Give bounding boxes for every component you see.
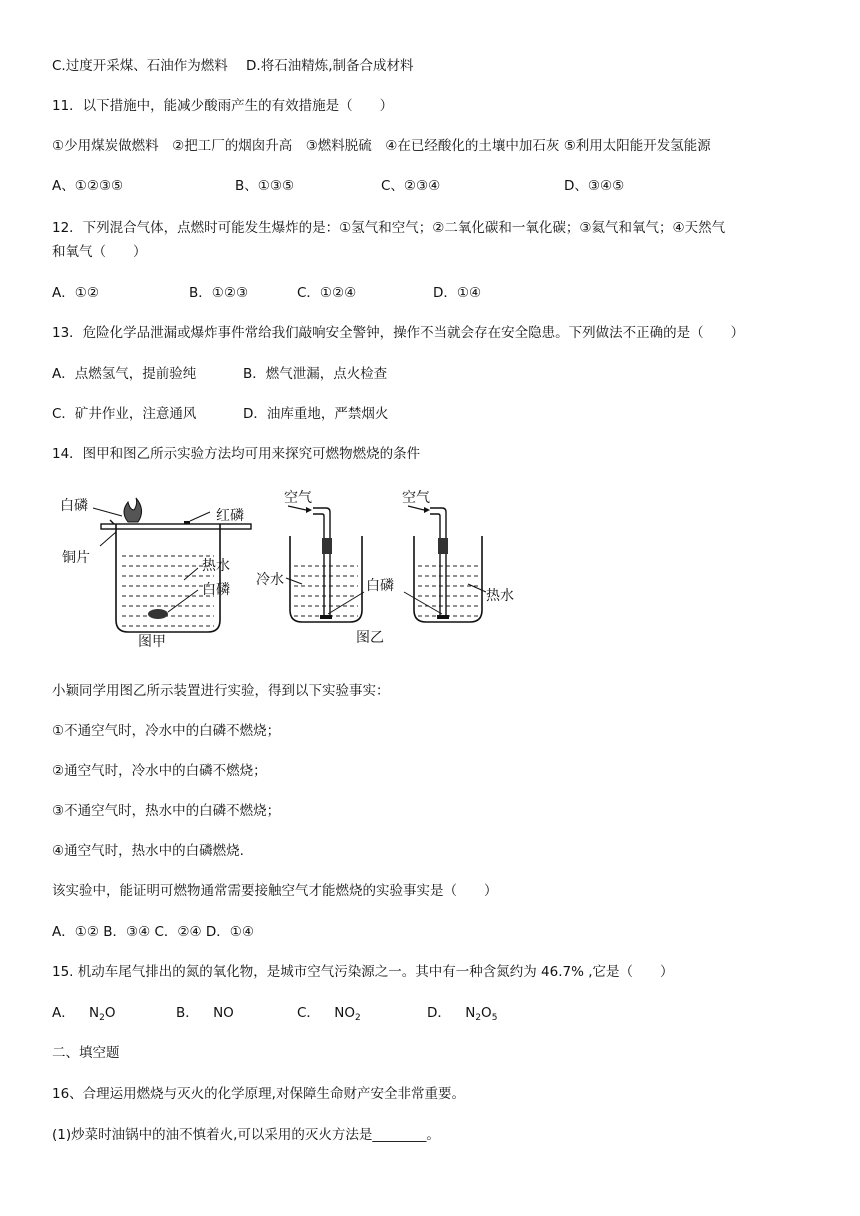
- formula-n2o: $N_2O$: [89, 1005, 116, 1023]
- q11-option-a: A、①②③⑤: [52, 178, 124, 194]
- q11-option-d: D、③④⑤: [564, 178, 625, 194]
- label-copper: 铜片: [62, 550, 90, 566]
- label-air-left: 空气: [284, 490, 312, 506]
- formula-no: NO: [213, 1005, 234, 1021]
- label-hot-water-yi: 热水: [486, 588, 514, 604]
- q14-intro: 小颖同学用图乙所示装置进行实验，得到以下实验事实：: [52, 683, 390, 699]
- caption-jia: 图甲: [138, 634, 166, 650]
- q12-option-d: D．①④: [433, 285, 482, 301]
- label-white-phosphorus-top: 白磷: [60, 498, 88, 514]
- q10-options-cd: [52, 56, 414, 76]
- red-phosphorus: [184, 521, 190, 524]
- q13-option-b: B．燃气泄漏，点火检查: [243, 366, 388, 382]
- q15-stem: 15. 机动车尾气排出的氮的氧化物，是城市空气污染源之一。其中有一种含氮约为 46.7% ,它是（ ）: [52, 964, 674, 980]
- figure-yi: [256, 489, 514, 646]
- q15-option-b: B． NO: [176, 1005, 234, 1021]
- q12-stem-line1: 12．下列混合气体，点燃时可能发生爆炸的是：①氢气和空气；②二氧化碳和一氧化碳；③氦气和氧气；④天然气: [52, 220, 726, 236]
- label-white-phosphorus-bottom: 白磷: [202, 582, 230, 598]
- q11-items: ①少用煤炭做燃料 ②把工厂的烟囱升高 ③燃料脱硫 ④在已经酸化的土壤中加石灰 ⑤利用太阳能开发氢能源: [52, 138, 711, 154]
- q14-fact-3: ③不通空气时，热水中的白磷不燃烧；: [52, 803, 281, 819]
- q11-stem: 11．以下措施中，能减少酸雨产生的有效措施是（ ）: [52, 98, 394, 114]
- label-cold-water: 冷水: [256, 572, 284, 588]
- caption-yi: 图乙: [356, 630, 384, 646]
- label-white-phosphorus-yi: 白磷: [366, 578, 394, 594]
- section-title-fill-in: 二、填空题: [52, 1045, 120, 1061]
- q12-stem-line2: 和氧气（ ）: [52, 244, 147, 260]
- white-phosphorus-bottom: [148, 609, 168, 619]
- white-phosphorus-right: [437, 615, 449, 619]
- q16-part1: (1)炒菜时油锅中的油不慎着火,可以采用的灭火方法是________。: [52, 1127, 440, 1143]
- label-air-right: 空气: [402, 490, 430, 506]
- q12-option-a: A．①②: [52, 285, 99, 301]
- label-hot-water-jia: 热水: [202, 558, 230, 574]
- formula-no2: $NO_2$: [334, 1005, 361, 1023]
- q13-stem: 13．危险化学品泄漏或爆炸事件常给我们敲响安全警钟，操作不当就会存在安全隐患。下列做法不正确的是（ ）: [52, 325, 745, 341]
- q12-option-b: B．①②③: [189, 285, 249, 301]
- q11-option-c: C、②③④: [381, 178, 441, 194]
- q15-option-d: D． $N_2O_5$: [427, 1005, 498, 1023]
- q13-option-d: D．油库重地，严禁烟火: [243, 406, 389, 422]
- figure-jia: [60, 497, 251, 650]
- q16-stem: 16、合理运用燃烧与灭火的化学原理,对保障生命财产安全非常重要。: [52, 1086, 465, 1102]
- q14-question: 该实验中，能证明可燃物通常需要接触空气才能燃烧的实验事实是（ ）: [52, 883, 498, 899]
- label-red-phosphorus: 红磷: [216, 508, 244, 524]
- q14-fact-1: ①不通空气时，冷水中的白磷不燃烧；: [52, 723, 281, 739]
- q13-option-a: A．点燃氢气，提前验纯: [52, 366, 197, 382]
- q10-option-d: D.将石油精炼,制备合成材料: [246, 58, 414, 74]
- q14-fact-4: ④通空气时，热水中的白磷燃烧.: [52, 843, 244, 859]
- white-phosphorus-left: [320, 615, 332, 619]
- q14-figure: [58, 480, 528, 650]
- q14-fact-2: ②通空气时，冷水中的白磷不燃烧；: [52, 763, 267, 779]
- q15-option-c: C． $NO_2$: [297, 1005, 361, 1023]
- q15-option-a: A． $N_2O$: [52, 1005, 116, 1023]
- flame-icon: [124, 498, 142, 522]
- q12-option-c: C．①②④: [297, 285, 357, 301]
- q13-option-c: C．矿井作业，注意通风: [52, 406, 197, 422]
- q11-option-b: B、①③⑤: [235, 178, 295, 194]
- copper-plate: [101, 524, 251, 529]
- q14-stem: 14．图甲和图乙所示实验方法均可用来探究可燃物燃烧的条件: [52, 446, 421, 462]
- formula-n2o5: $N_2O_5$: [465, 1005, 498, 1023]
- q14-options: A．①② B．③④ C．②④ D．①④: [52, 924, 255, 940]
- q10-option-c: C.过度开采煤、石油作为燃料: [52, 58, 228, 74]
